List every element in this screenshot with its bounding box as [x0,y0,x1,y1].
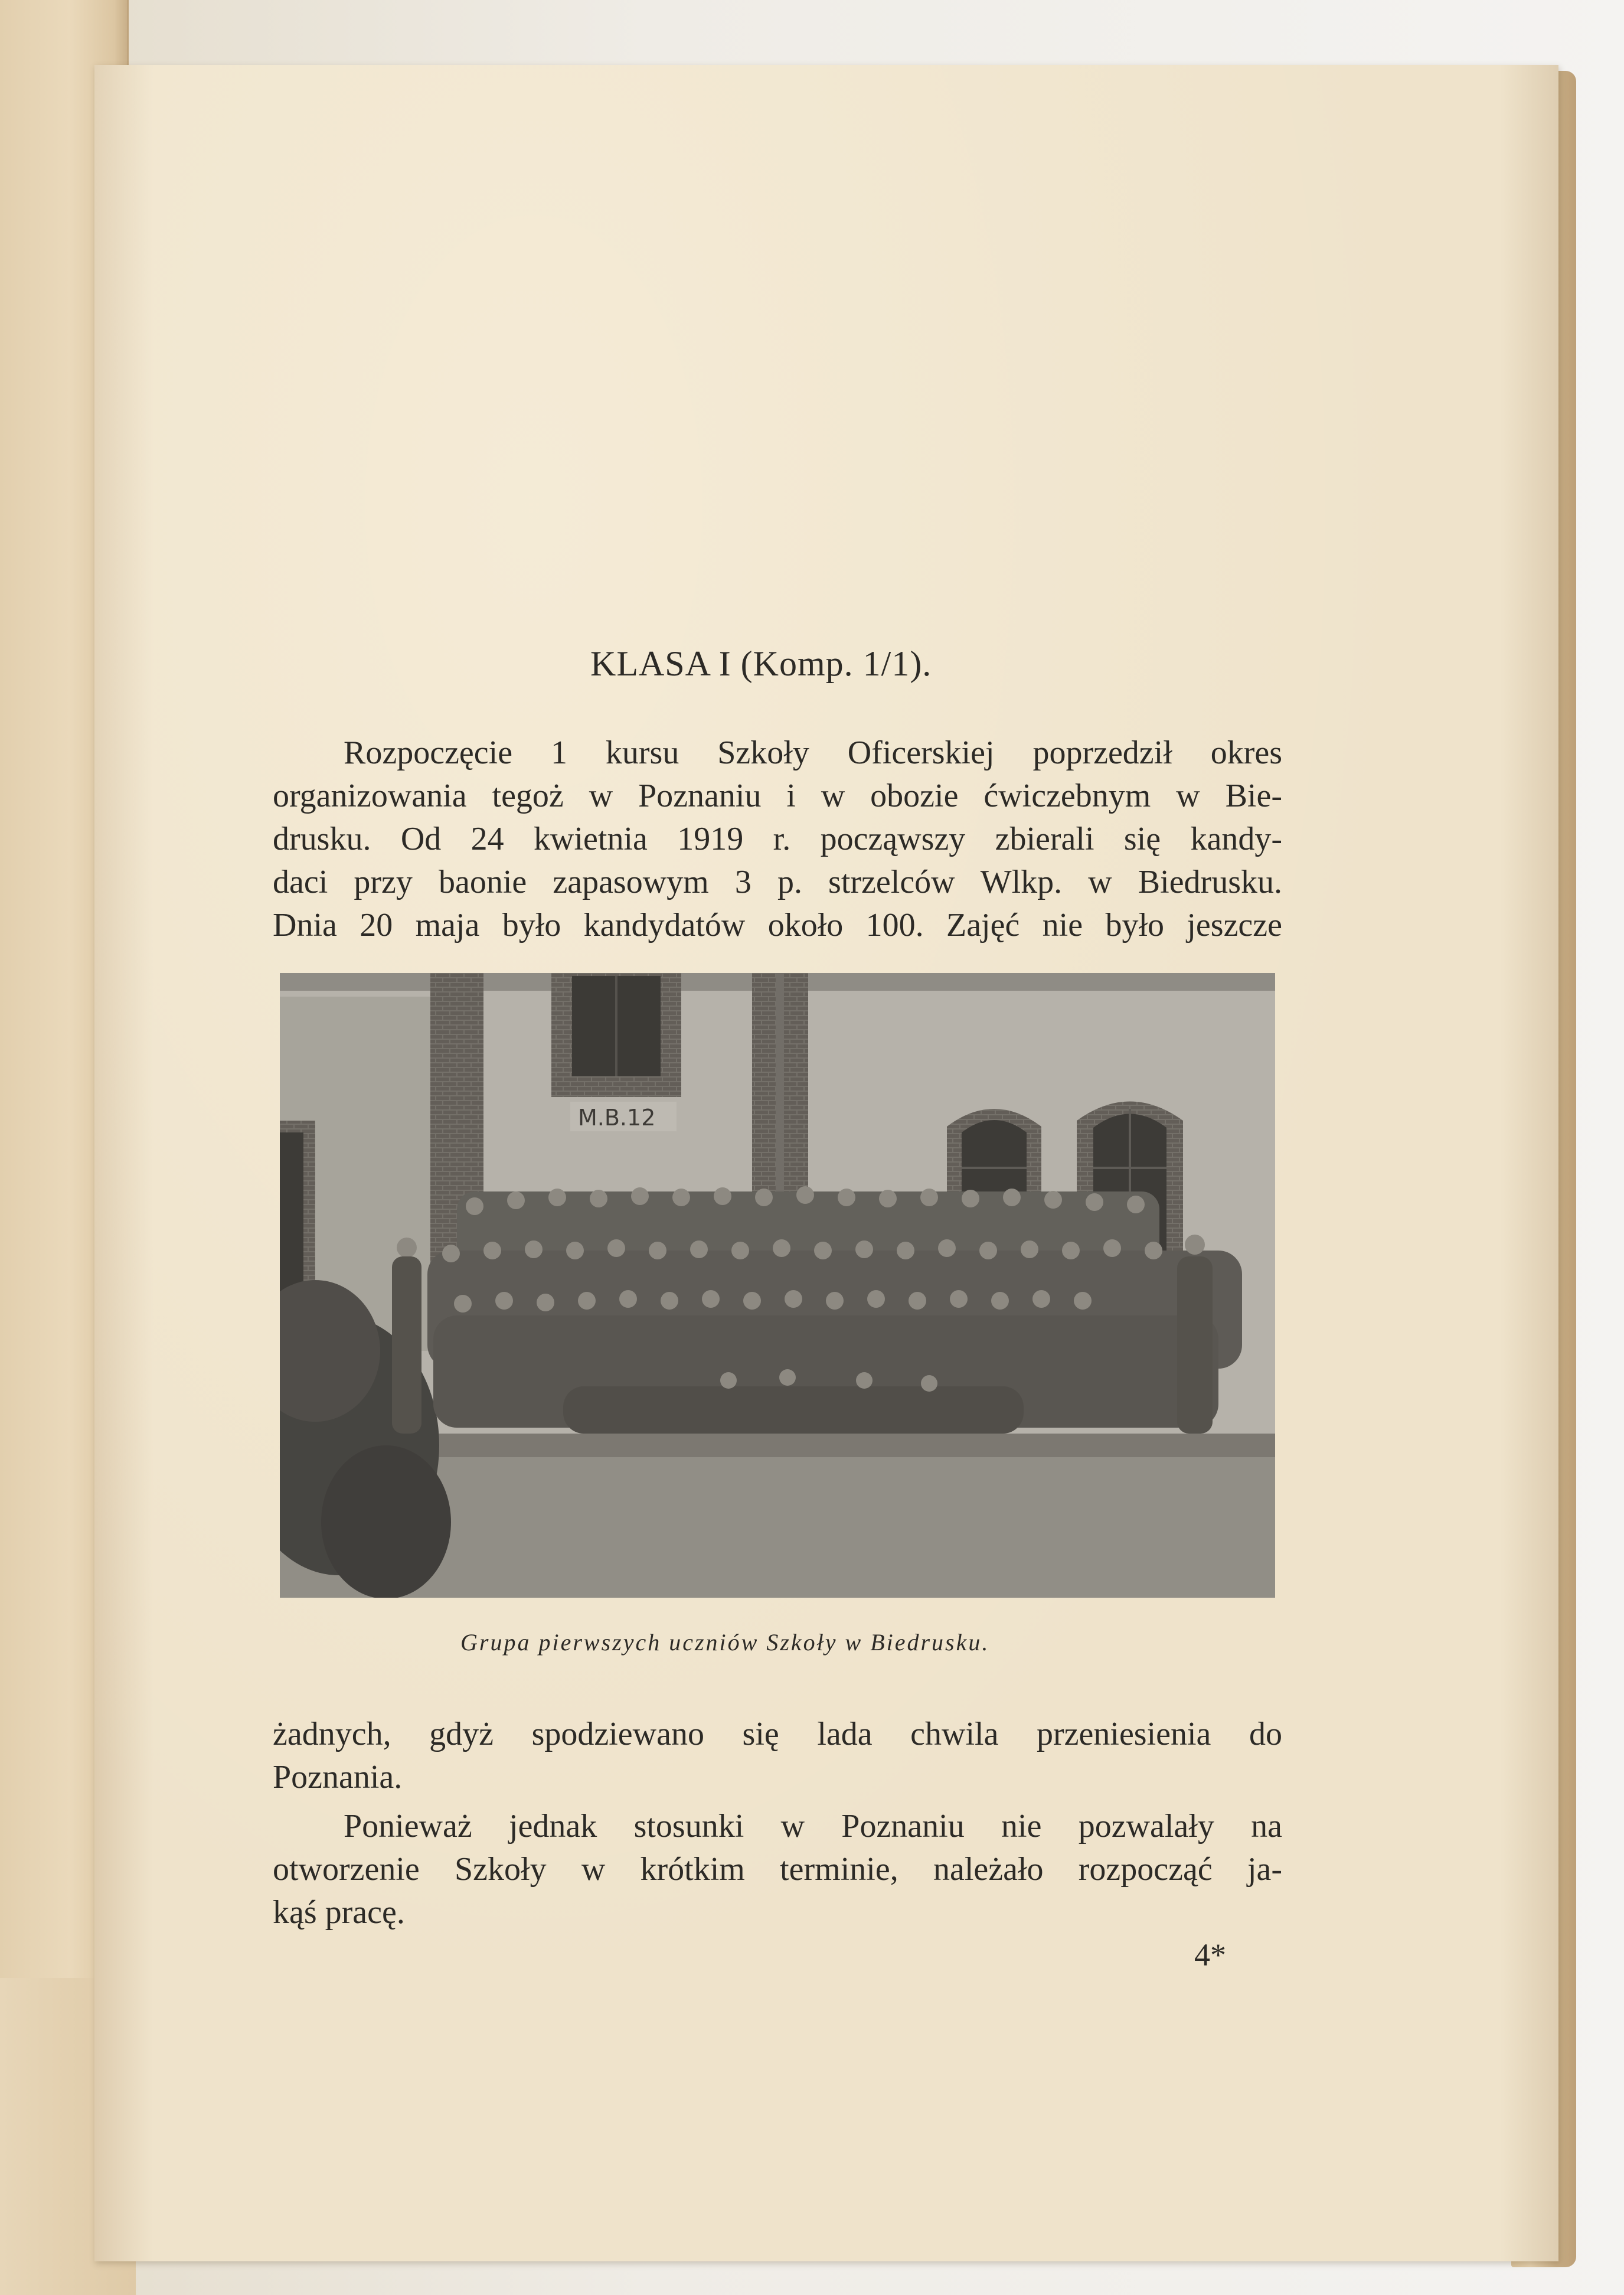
photo-caption: Grupa pierwszych uczniów Szkoły w Biedrusku. [460,1629,990,1656]
paragraph3-line: otworzenie Szkoły w krótkim terminie, należało rozpocząć ja- [273,1851,1282,1888]
paragraph2-line: Poznania. [273,1759,403,1795]
page-number: 4* [1194,1937,1226,1973]
paragraph3-line: kąś pracę. [273,1894,405,1931]
photo-illustration [280,973,1275,1598]
paragraph2-line: żadnych, gdyż spodziewano się lada chwila przeniesienia do [273,1716,1282,1752]
paragraph1-line: daci przy baonie zapasowym 3 p. strzelców Wlkp. w Biedrusku. [273,864,1282,900]
paragraph1-line: Dnia 20 maja było kandydatów około 100. Zajęć nie było jeszcze [273,907,1282,944]
paragraph3-line: Ponieważ jednak stosunki w Poznaniu nie pozwalały na [344,1808,1282,1845]
building-sign: M.B.12 [578,1105,656,1131]
group-photograph [280,973,1275,1598]
section-heading: KLASA I (Komp. 1/1). [590,644,932,683]
paragraph1-line: drusku. Od 24 kwietnia 1919 r. począwszy zbierali się kandy- [273,821,1282,857]
paragraph1-line: organizowania tegoż w Poznaniu i w obozie ćwiczebnym w Bie- [273,778,1282,814]
paragraph1-line: Rozpoczęcie 1 kursu Szkoły Oficerskiej poprzedził okres [344,734,1282,771]
